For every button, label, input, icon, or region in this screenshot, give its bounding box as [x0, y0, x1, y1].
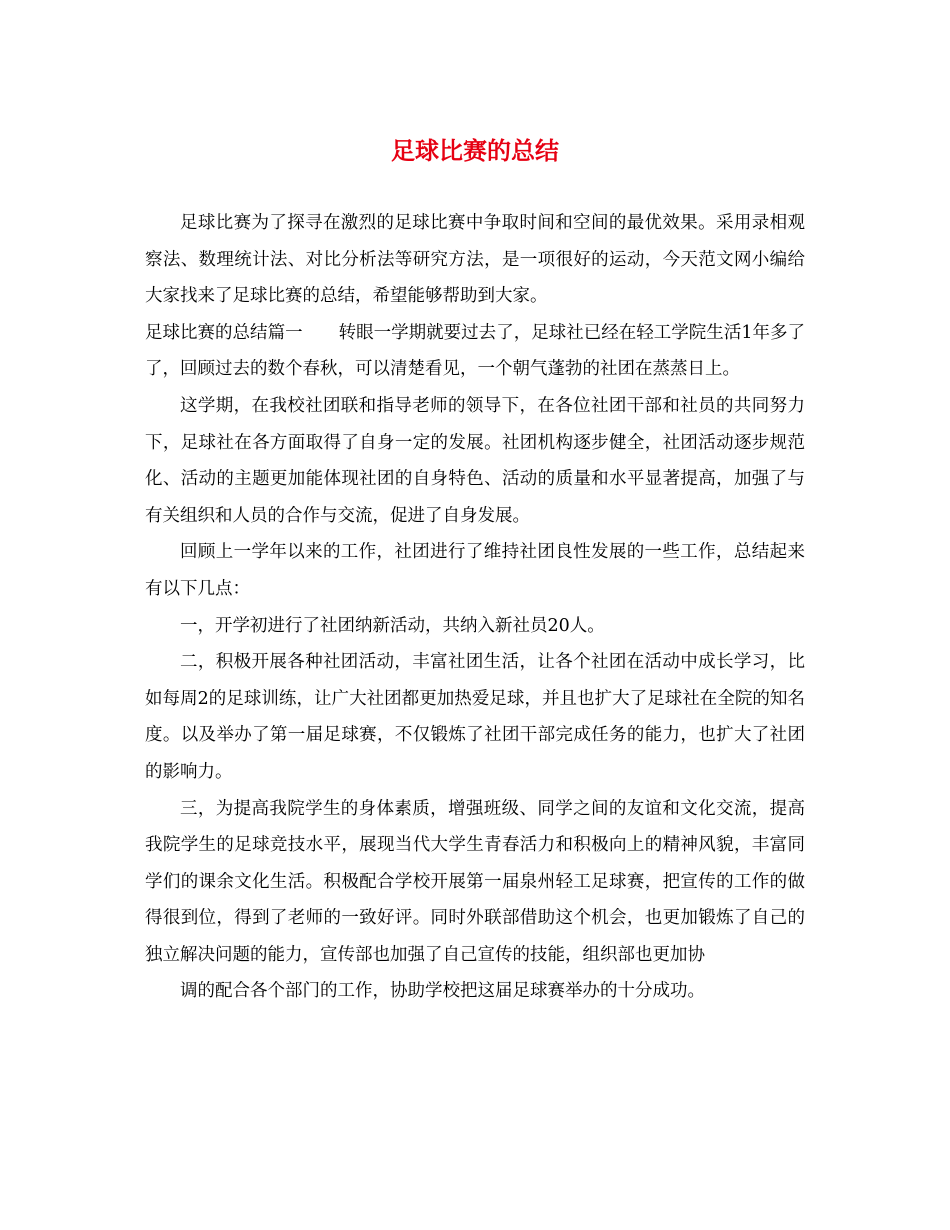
intro-paragraph: 足球比赛为了探寻在激烈的足球比赛中争取时间和空间的最优效果。采用录相观察法、数理统计法、对比分析法等研究方法，是一项很好的运动，今天范文网小编给大家找来了足球比赛的总结，希望能够帮助到大家。 [145, 213, 805, 307]
body-paragraph: 一，开学初进行了社团纳新活动，共纳入新社员20人。 [180, 615, 605, 636]
section-paragraph [145, 315, 805, 388]
document-body [145, 205, 805, 1010]
document-title: 足球比赛的总结 [391, 136, 559, 165]
body-paragraph: 这学期，在我校社团联和指导老师的领导下，在各位社团干部和社员的共同努力下，足球社在各方面取得了自身一定的发展。社团机构逐步健全，社团活动逐步规范化、活动的主题更加能体现社团的自身特色、活动的质量和水平显著提高，加强了与有关组织和人员的合作与交流，促进了自身发展。 [145, 395, 805, 526]
body-paragraph: 三，为提高我院学生的身体素质，增强班级、同学之间的友谊和文化交流，提高我院学生的足球竞技水平，展现当代大学生青春活力和积极向上的精神风貌，丰富同学们的课余文化生活。积极配合学校开展第一届泉州轻工足球赛，把宣传的工作的做得很到位，得到了老师的一致好评。同时外联部借助这个机会，也更加锻炼了自己的独立解决问题的能力，宣传部也加强了自己宣传的技能，组织部也更加协 [145, 798, 805, 965]
section-heading: 足球比赛的总结篇一 [145, 322, 303, 343]
body-paragraph: 回顾上一学年以来的工作，社团进行了维持社团良性发展的一些工作，总结起来有以下几点： [145, 542, 805, 599]
body-paragraph: 调的配合各个部门的工作，协助学校把这届足球赛举办的十分成功。 [180, 981, 705, 1002]
section-first-text: 转眼一学期就要过去了，足球社已经在轻工学院生活1年多了了，回顾过去的数个春秋，可以清楚看见，一个朝气蓬勃的社团在蒸蒸日上。 [145, 322, 805, 380]
body-paragraph: 二，积极开展各种社团活动，丰富社团生活，让各个社团在活动中成长学习，比如每周2的足球训练，让广大社团都更加热爱足球，并且也扩大了足球社在全院的知名度。以及举办了第一届足球赛，不仅锻炼了社团干部完成任务的能力，也扩大了社团的影响力。 [145, 652, 805, 782]
